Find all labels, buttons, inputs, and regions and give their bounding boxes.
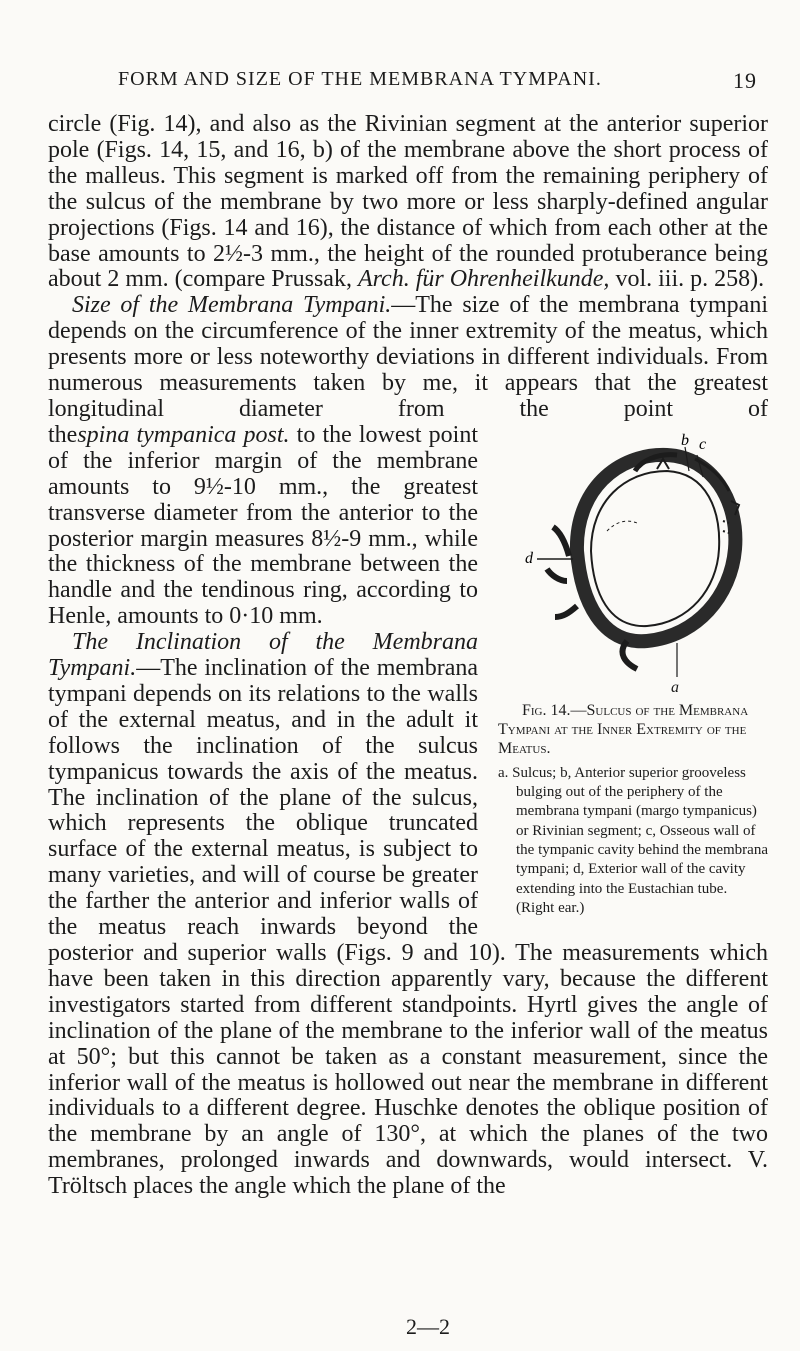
latin-term: spina tympanica post.	[77, 421, 290, 448]
figure-label-a: a	[671, 678, 679, 696]
section-heading-inclination: The Inclination of the Membrana Tympani.	[48, 629, 478, 682]
figure-label-c: c	[699, 435, 707, 453]
figure-label-b: b	[681, 431, 689, 449]
paragraph-1-end: vol. iii. p. 258).	[615, 266, 765, 293]
running-title: FORM AND SIZE OF THE MEMBRANA TYMPANI.	[118, 68, 602, 90]
figure-14	[496, 431, 768, 918]
paragraph-2-text-b: to the lowest point of the inferior margin of the membrane amounts to 9½-10 mm., the greatest transverse diameter from the anterior to the posterior margin measures 8½-9 mm., while the thickness of the membrane between the handle and the tendinous ring, according to Henle, amounts to 0·10 mm.	[48, 421, 479, 630]
paragraph-1-text: circle (Fig. 14), and also as the Rivinian segment at the anterior superior pole (Figs. 14, 15, and 16, b) of the membrane above the short process of the malleus. This segment is marked off from the remaining periphery of the sulcus of the membrane by two more or less sharply-defined angular projections (Figs. 14 and 16), the distance of which from each other at the base amounts to 2½-3 mm., the height of the rounded protuberance being about 2 mm. (compare Prussak,	[48, 111, 768, 293]
running-header	[0, 68, 800, 98]
figure-label-d: d	[525, 549, 533, 567]
sulcus-illustration	[507, 431, 757, 681]
journal-title: Arch. für Ohrenheilkunde,	[357, 266, 610, 293]
paragraph-1	[48, 112, 768, 293]
signature-mark: 2—2	[406, 1314, 450, 1339]
body-text	[48, 112, 768, 1200]
paragraph-3-text: —The inclination of the membrana tympani depends on its relations to the walls of the external meatus, and in the adult it follows the inclination of the sulcus tympanicus towards the axis of the meatus. The inclination of the plane of the sulcus, which represents the oblique truncated surface of the external meatus, is subject to many varieties, and will of course be greater the farther the anterior and inferior walls of the meatus reach inwards beyond the posterior and superior walls (Figs. 9 and 10). The measurements which have been taken in this direction apparently vary, because the different investigators started from different standpoints. Hyrtl gives the angle of inclination of the plane of the membrane to the inferior wall of the meatus at 50°; but this cannot be taken as a constant measurement, since the inferior wall of the meatus is hollowed out near the membrane in different individuals to a different degree. Huschke denotes the oblique position of the membrane by an angle of 130°, at which the planes of the two membranes, prolonged inwards and downwards, would intersect. V. Tröltsch places the angle which the plane of the	[48, 655, 768, 1200]
figure-legend: a. Sulcus; b, Anterior superior grooveless bulging out of the periphery of the membrana tympani (margo tympanicus) or Rivinian segment; c, Osseous wall of the tympanic cavity behind the membrana tympani; d, Exterior wall of the cavity extending into the Eustachian tube. (Right ear.)	[498, 764, 768, 916]
section-heading-size: Size of the Membrana Tympani.	[72, 292, 392, 319]
paragraph-2-text-a: —The size of the membrana tympani depends on the circumference of the inner extremity of the meatus, which presents more or less noteworthy deviations in different individuals. From numerous measurements taken by me, it appears that the greatest longitudinal diameter from the point of the	[48, 292, 768, 448]
figure-caption: Fig. 14.—Sulcus of the Membrana Tympani at the Inner Extremity of the Meatus.	[498, 701, 749, 757]
page-number: 19	[733, 68, 757, 93]
